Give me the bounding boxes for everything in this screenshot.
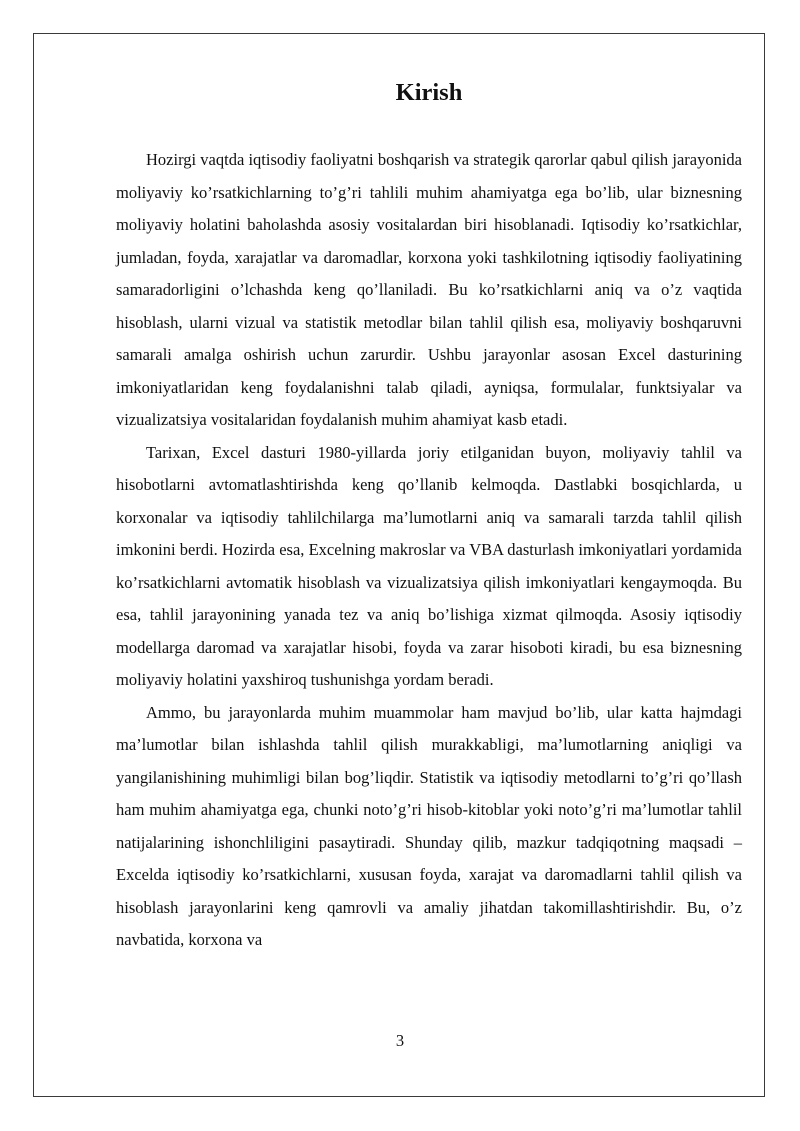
- paragraph-2: Tarixan, Excel dasturi 1980-yillarda joriy etilganidan buyon, moliyaviy tahlil va hisobotlarni avtomatlashtirishda keng qo’llanib kelmoqda. Dastlabki bosqichlarda, u korxonalar va iqtisodiy tahlilchilarga ma’lumotlarni aniq va samarali tarzda tahlil qilish imkonini berdi. Hozirda esa, Excelning makroslar va VBA dasturlash imkoniyatlari yordamida ko’rsatkichlarni avtomatik hisoblash va vizualizatsiya qilish imkoniyatlari kengaymoqda. Bu esa, tahlil jarayonining yanada tez va aniq bo’lishiga xizmat qilmoqda. Asosiy iqtisodiy modellarga daromad va xarajatlar hisobi, foyda va zarar hisoboti kiradi, bu esa biznesning moliyaviy holatini yaxshiroq tushunishga yordam beradi.: [116, 442, 742, 689]
- paragraph-3: Ammo, bu jarayonlarda muhim muammolar ham mavjud bo’lib, ular katta hajmdagi ma’lumotlar bilan ishlashda tahlil qilish murakkabligi, ma’lumotlarning aniqligi va yangilanishining muhimligi bilan bog’liqdir. Statistik va iqtisodiy metodlarni to’g’ri qo’llash ham muhim ahamiyatga ega, chunki noto’g’ri hisob-kitoblar yoki noto’g’ri ma’lumotlar tahlil natijalarining ishonchliligini pasaytiradi. Shunday qilib, mazkur tadqiqotning maqsadi – Excelda iqtisodiy ko’rsatkichlarni, xususan foyda, xarajat va daromadlarni tahlil qilish va hisoblash jarayonlarini keng qamrovli va amaliy jihatdan takomillashtirishdir. Bu, o’z navbatida, korxona va: [116, 702, 742, 949]
- section-title: Kirish: [395, 79, 463, 106]
- document-body: [116, 78, 742, 957]
- page-number: 3: [395, 1031, 405, 1050]
- paragraph-1: Hozirgi vaqtda iqtisodiy faoliyatni boshqarish va strategik qarorlar qabul qilish jarayonida moliyaviy ko’rsatkichlarning to’g’ri tahlili muhim ahamiyatga ega bo’lib, ular biznesning moliyaviy holatini baholashda asosiy vositalardan biri hisoblanadi. Iqtisodiy ko’rsatkichlar, jumladan, foyda, xarajatlar va daromadlar, korxona yoki tashkilotning iqtisodiy faoliyatining samaradorligini o’lchashda keng qo’llaniladi. Bu ko’rsatkichlarni aniq va o’z vaqtida hisoblash, ularni vizual va statistik metodlar bilan tahlil qilish esa, moliyaviy boshqaruvni samarali amalga oshirish uchun zarurdir. Ushbu jarayonlar asosan Excel dasturining imkoniyatlaridan keng foydalanishni talab qiladi, ayniqsa, formulalar, funktsiyalar va vizualizatsiya vositalaridan foydalanish muhim ahamiyat kasb etadi.: [116, 150, 742, 429]
